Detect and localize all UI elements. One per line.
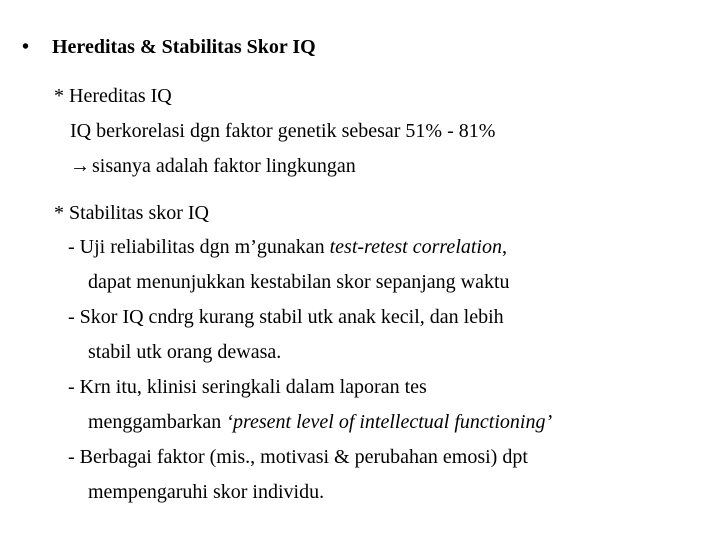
stability-item-2-cont: stabil utk orang dewasa. [88,341,282,363]
heredity-line-2-text: sisanya adalah faktor lingkungan [92,155,356,177]
stability-item-4: - Berbagai faktor (mis., motivasi & perubahan emosi) dpt [68,446,528,468]
slide-title [22,36,316,59]
stability-item-3-cont [88,410,552,434]
stability-item-1-italic: test-retest correlation [329,236,502,258]
stability-heading: * Stabilitas skor IQ [54,202,209,224]
stability-item-3-cont-pre: menggambarkan [88,411,227,433]
arrow-right-icon: → [70,155,90,177]
stability-item-1-pre: - Uji reliabilitas dgn m’gunakan [68,236,330,258]
title-text: Hereditas & Stabilitas Skor IQ [52,36,316,58]
stability-item-4-cont: mempengaruhi skor individu. [88,481,325,503]
stability-item-1-post: , [501,236,507,258]
heredity-heading: * Hereditas IQ [54,85,172,107]
heredity-line-2 [70,154,356,178]
stability-item-1 [68,235,507,259]
stability-item-3: - Krn itu, klinisi seringkali dalam laporan tes [68,376,427,398]
bullet-icon: • [22,36,30,58]
stability-item-3-cont-italic: ‘present level of intellectual functioning’ [226,411,553,433]
stability-item-2: - Skor IQ cndrg kurang stabil utk anak kecil, dan lebih [68,306,504,328]
stability-item-1-cont: dapat menunjukkan kestabilan skor sepanjang waktu [88,271,510,293]
heredity-line-1: IQ berkorelasi dgn faktor genetik sebesar 51% - 81% [70,120,496,142]
